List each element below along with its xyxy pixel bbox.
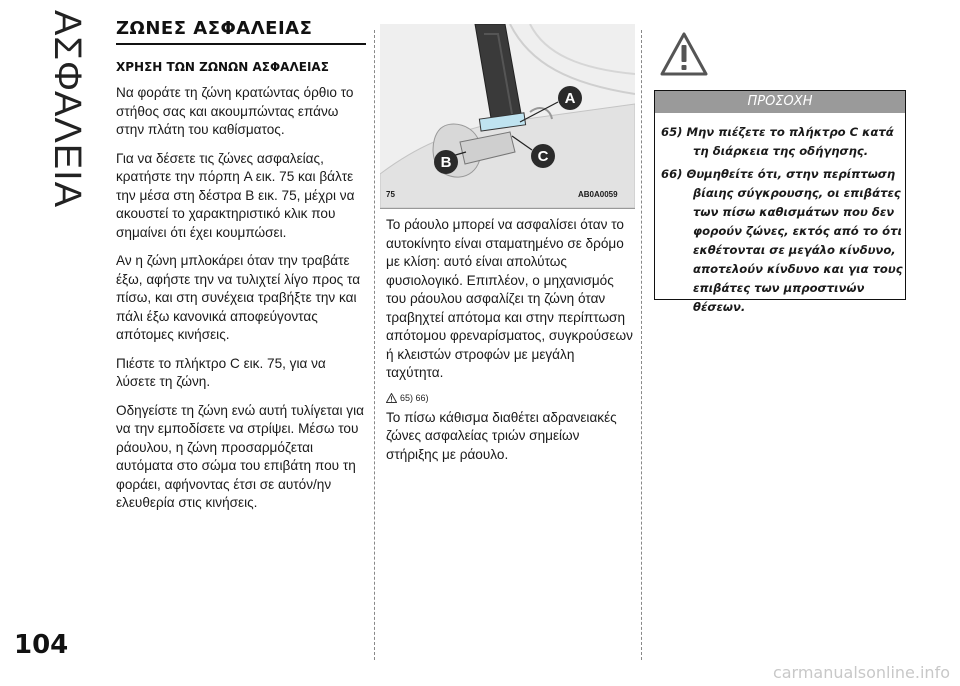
paragraph: Αν η ζώνη μπλοκάρει όταν την τραβάτε έξω, αφήστε την να τυλιχτεί λίγο προς τα πίσω, και στη συνέχεια τραβήξτε την και πάλι έξω κανονικά αποφεύγοντας απότομες κινήσεις. — [116, 253, 361, 342]
figure-label-b-text: B — [440, 154, 452, 171]
paragraph: Να φοράτε τη ζώνη κρατώντας όρθιο το στήθος σας και ακουμπώντας επάνω στην πλάτη του καθίσματος. — [116, 85, 354, 137]
warning-item: 65) Μην πιέζετε το πλήκτρο C κατά τη διάρκεια της οδήγησης. — [661, 125, 894, 158]
column-2 — [386, 216, 634, 474]
warning-triangle-icon — [660, 32, 708, 76]
watermark: carmanualsonline.info — [772, 663, 950, 682]
notes-reference-text: 65) 66) — [400, 392, 429, 403]
page-number: 104 — [14, 630, 69, 660]
seatbelt-illustration — [380, 24, 635, 208]
paragraph: Το ράουλο μπορεί να ασφαλίσει όταν το αυτοκίνητο είναι σταματημένο σε δρόμο με κλίση: αυτό είναι απολύτως φυσιολογικό. Επιπλέον, ο μηχανισμός του ράουλου ασφαλίζει τη ζώνη όταν τραβηχτεί απότομα και στην περίπτωση απότομου φρεναρίσματος, συγκρούσεων ή κλειστών στροφών με μεγάλη ταχύτητα. — [386, 217, 633, 380]
side-tab-label: ΑΣΦΑΛΕΙΑ — [46, 10, 88, 209]
warning-list — [655, 113, 905, 317]
warning-icon — [386, 393, 397, 403]
paragraph: Το πίσω κάθισμα διαθέτει αδρανειακές ζώνες ασφαλείας τριών σημείων στήριξης με ράουλο. — [386, 409, 617, 462]
figure-label-a-text: A — [564, 90, 576, 107]
section-title: ΖΩΝΕΣ ΑΣΦΑΛΕΙΑΣ — [116, 18, 366, 45]
subsection-title: ΧΡΗΣΗ ΤΩΝ ΖΩΝΩΝ ΑΣΦΑΛΕΙΑΣ — [116, 60, 329, 74]
figure-label-c — [531, 144, 555, 168]
figure-number: 75 — [386, 190, 395, 199]
paragraph: Οδηγείστε τη ζώνη ενώ αυτή τυλίγεται για να την εμποδίσετε να στρίψει. Μέσω του ράουλου, η ζώνη προσαρμόζεται αυτόματα στο σώμα του επιβάτη που τη φοράει, αφήνοντας έτσι σε αυτόν/ην ελευθερία στις κινήσεις. — [116, 402, 364, 510]
figure-label-b — [434, 150, 458, 174]
warning-box — [654, 90, 906, 314]
paragraph: Πιέστε το πλήκτρο C εικ. 75, για να λύσετε τη ζώνη. — [116, 355, 326, 389]
warning-item: 66) Θυμηθείτε ότι, στην περίπτωση βίαιης σύγκρουσης, οι επιβάτες των πίσω καθισμάτων που δεν φορούν ζώνες, εκτός από το ότι εκθέτονται σε μεγάλο κίνδυνο, αποτελούν κίνδυνο και για τους επιβάτες των μπροστινών θέσεων. — [661, 167, 903, 314]
seatbelt-figure — [380, 24, 635, 209]
column-divider — [374, 30, 375, 660]
figure-label-a — [558, 86, 582, 110]
figure-label-c-text: C — [537, 148, 549, 165]
figure-code: AB0A0059 — [578, 190, 618, 199]
warning-title: ΠΡΟΣΟΧΗ — [655, 91, 905, 113]
paragraph: Για να δέσετε τις ζώνες ασφαλείας, κρατήστε την πόρπη A εικ. 75 και βάλτε την μέσα στη δέστρα B εικ. 75, μέχρι να ακουστεί το χαρακτηριστικό κλικ που σημαίνει ότι έχει κουμπώσει. — [116, 150, 355, 240]
notes-reference — [386, 393, 634, 403]
side-tab — [0, 0, 105, 209]
column-divider — [641, 30, 642, 660]
column-1 — [116, 18, 366, 523]
